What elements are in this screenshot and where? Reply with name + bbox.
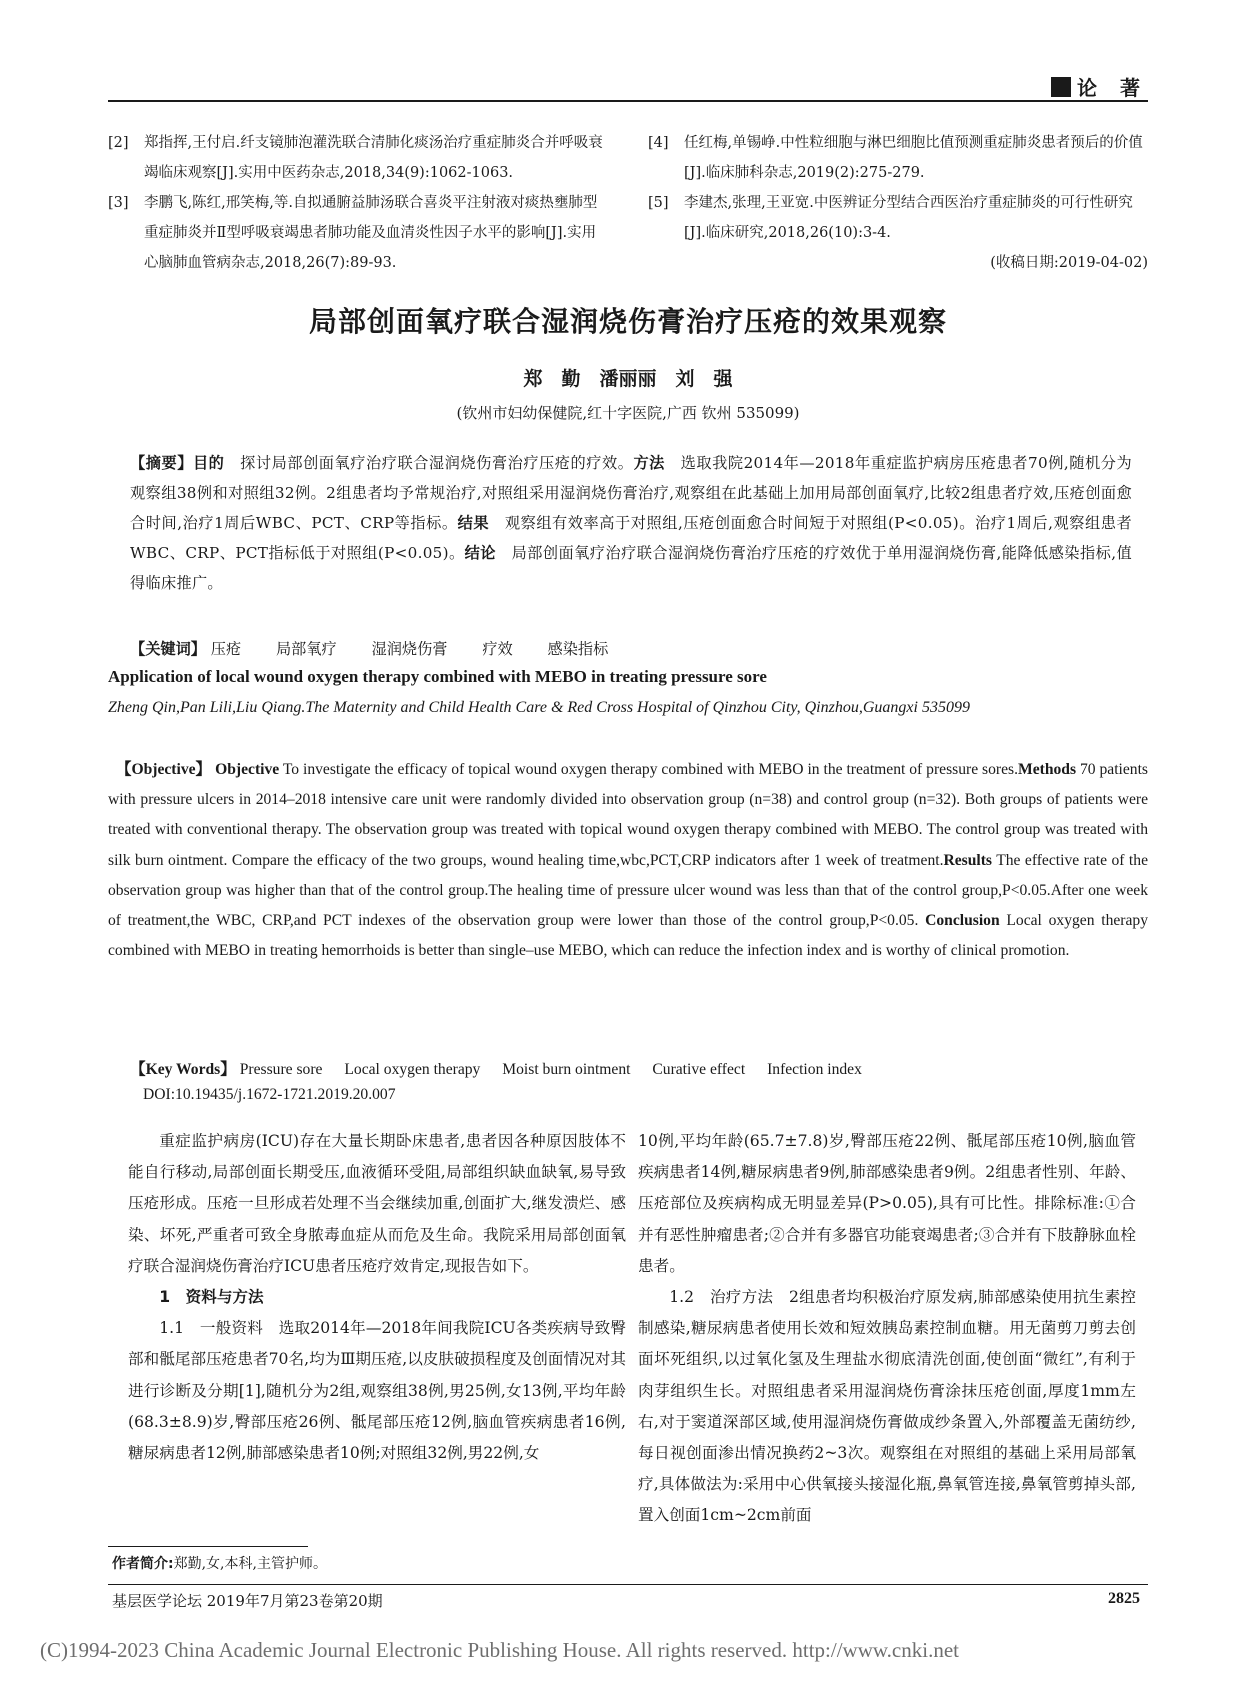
body-column-right [638,1126,1136,1532]
keyword-en: Pressure sore [239,1061,323,1078]
keyword: 湿润烧伤膏 [371,640,448,658]
article-affiliation: (钦州市妇幼保健院,红十字医院,广西 钦州 535099) [456,404,800,422]
reference-number: [4] [648,135,669,151]
keyword: 感染指标 [547,640,609,658]
abstract-label: 【摘要】 [130,454,193,472]
page-number: 2825 [1108,1590,1140,1607]
references-left [108,128,608,278]
keyword-en: Curative effect [652,1061,746,1078]
footnote-text: 郑勤,女,本科,主管护师。 [173,1556,327,1572]
copyright-notice: (C)1994-2023 China Academic Journal Electronic Publishing House. All rights reserved. http://www.cnki.net [40,1638,959,1662]
references [108,128,1148,278]
author-footnote [112,1552,327,1576]
keywords-en-label: 【Key Words】 [130,1061,236,1078]
section-label: 论 著 [1077,76,1148,100]
objective-en-label: Objective [215,761,280,778]
reference-item [648,128,1148,188]
methods-text: 选取我院2014年—2018年重症监护病房压疮患者70例,随机分为观察组38例和对照组32例。2组患者均予常规治疗,对照组采用湿润烧伤膏治疗,观察组在此基础上加用局部创面氧疗,比较2组患者疗效,压疮创面愈合时间,治疗1周后WBC、PCT、CRP等指标。 [130,454,1132,532]
section-square-icon [1051,77,1071,97]
footnote-label: 作者简介: [112,1556,174,1572]
objective-text: 探讨局部创面氧疗治疗联合湿润烧伤膏治疗压疮的疗效。 [224,454,634,472]
methods-en-label: Methods [1018,761,1077,778]
received-date: (收稿日期:2019-04-02) [990,255,1148,271]
section-badge [1051,72,1148,101]
reference-number: [3] [108,195,129,211]
reference-text: 任红梅,单锡峥.中性粒细胞与淋巴细胞比值预测重症肺炎患者预后的价值[J].临床肺科杂志,2019(2):275-279. [684,135,1143,181]
abstract-cn [130,448,1132,598]
article-title: 局部创面氧疗联合湿润烧伤膏治疗压疮的效果观察 [308,305,947,338]
doi: DOI:10.19435/j.1672-1721.2019.20.007 [143,1086,396,1103]
abstract-en-label: 【Objective】 [115,761,212,778]
conclusion-en-label: Conclusion [925,912,1000,930]
keyword-en: Infection index [767,1061,862,1078]
reference-number: [5] [648,195,669,211]
reference-item [648,188,1148,248]
conclusion-text: 局部创面氧疗治疗联合湿润烧伤膏治疗压疮的疗效优于单用湿润烧伤膏,能降低感染指标,值得临床推广。 [130,544,1132,592]
reference-text: 李鹏飞,陈红,邢笑梅,等.自拟通腑益肺汤联合喜炎平注射液对痰热壅肺型重症肺炎并Ⅱ型呼吸衰竭患者肺功能及血清炎性因子水平的影响[J].实用心脑肺血管病杂志,2018,26(7):89-93. [144,195,598,271]
authors-en: Zheng Qin,Pan Lili,Liu Qiang.The Maternity and Child Health Care & Red Cross Hospital of Qinzhou City, Qinzhou,Guangxi 535099 [108,699,970,716]
results-en-text: The effective rate of the observation group was higher than that of the control group.The healing time of pressure ulcer wound was less than that of the control group,P<0.05.After one week of treatment,the WBC, CRP,and PCT indexes of the observation group were lower than those of the control group,P<0.05. [108,851,1148,930]
title-en: Application of local wound oxygen therapy combined with MEBO in treating pressure sore [108,667,767,686]
results-text: 观察组有效率高于对照组,压疮创面愈合时间短于对照组(P<0.05)。治疗1周后,观察组患者WBC、CRP、PCT指标低于对照组(P<0.05)。 [130,514,1132,562]
journal-info: 基层医学论坛 2019年7月第23卷第20期 [112,1592,383,1610]
conclusion-en-text: Local oxygen therapy combined with MEBO in treating hemorrhoids is better than single–use MEBO, which can reduce the infection index and is worthy of clinical promotion. [108,912,1148,960]
methods-label: 方法 [633,454,665,472]
reference-number: [2] [108,135,129,151]
article-authors: 郑 勤 潘丽丽 刘 强 [523,368,733,390]
reference-text: 郑指挥,王付启.纤支镜肺泡灌洗联合清肺化痰汤治疗重症肺炎合并呼吸衰竭临床观察[J].实用中医药杂志,2018,34(9):1062-1063. [144,135,603,181]
references-right [648,128,1148,278]
keyword-en: Moist burn ointment [502,1061,631,1078]
paragraph-1-1-continued: 10例,平均年龄(65.7±7.8)岁,臀部压疮22例、骶尾部压疮10例,脑血管疾病患者14例,糖尿病患者9例,肺部感染患者9例。2组患者性别、年龄、压疮部位及疾病构成无明显差异(P>0.05),具有可比性。排除标准:①合并有恶性肿瘤患者;②合并有多器官功能衰竭患者;③合并有下肢静脉血栓患者。 [638,1132,1136,1275]
paragraph-1-1: 1.1 一般资料 选取2014年—2018年间我院ICU各类疾病导致臀部和骶尾部压疮患者70名,均为Ⅲ期压疮,以皮肤破损程度及创面情况对其进行诊断及分期[1],随机分为2组,观察组38例,男25例,女13例,平均年龄(68.3±8.9)岁,臀部压疮26例、骶尾部压疮12例,脑血管疾病患者16例,糖尿病患者12例,肺部感染患者10例;对照组32例,男22例,女 [128,1319,626,1463]
page-rule [108,1584,1148,1585]
keywords-en [130,1055,1130,1085]
reference-item [108,188,608,278]
keyword: 疗效 [482,640,513,658]
keyword: 局部氧疗 [275,640,337,658]
header-rule [108,100,1148,102]
results-label: 结果 [457,514,490,532]
body-column-left [128,1126,626,1469]
keyword: 压疮 [210,640,242,658]
keywords-label: 【关键词】 [130,640,206,658]
reference-text: 李建杰,张理,王亚宽.中医辨证分型结合西医治疗重症肺炎的可行性研究[J].临床研究,2018,26(10):3-4. [684,195,1133,241]
footnote-rule [108,1546,308,1547]
keywords-cn [130,634,1132,664]
conclusion-label: 结论 [464,544,496,562]
paragraph-1-2: 1.2 治疗方法 2组患者均积极治疗原发病,肺部感染使用抗生素控制感染,糖尿病患者使用长效和短效胰岛素控制血糖。用无菌剪刀剪去创面坏死组织,以过氧化氢及生理盐水彻底清洗创面,使创面“微红”,有利于肉芽组织生长。对照组患者采用湿润烧伤膏涂抹压疮创面,厚度1mm左右,对于窦道深部区域,使用湿润烧伤膏做成纱条置入,外部覆盖无菌纺纱,每日视创面渗出情况换药2~3次。观察组在对照组的基础上采用局部氧疗,具体做法为:采用中心供氧接头接湿化瓶,鼻氧管连接,鼻氧管剪掉头部,置入创面1cm~2cm前面 [638,1288,1136,1525]
abstract-en [108,755,1148,966]
reference-item [108,128,608,188]
objective-en-text: To investigate the efficacy of topical wound oxygen therapy combined with MEBO in the treatment of pressure sores. [279,761,1018,778]
keyword-en: Local oxygen therapy [344,1061,481,1078]
intro-paragraph: 重症监护病房(ICU)存在大量长期卧床患者,患者因各种原因肢体不能自行移动,局部创面长期受压,血液循环受阻,局部组织缺血缺氧,易导致压疮形成。压疮一旦形成若处理不当会继续加重,创面扩大,继发溃烂、感染、坏死,严重者可致全身脓毒血症从而危及生命。我院采用局部创面氧疗联合湿润烧伤膏治疗ICU患者压疮疗效肯定,现报告如下。 [128,1132,626,1275]
results-en-label: Results [943,851,992,869]
objective-label: 目的 [192,454,225,472]
section-heading: 1 资料与方法 [159,1288,264,1307]
methods-en-text: 70 patients with pressure ulcers in 2014–2018 intensive care unit were randomly divided into observation group (n=38) and control group (n=32). Both groups of patients were treated with conventional therapy. The observation group was treated with topical wound oxygen therapy combined with MEBO. The control group was treated with silk burn ointment. Compare the efficacy of the two groups, wound healing time,wbc,PCT,CRP indicators after 1 week of treatment. [108,761,1148,869]
